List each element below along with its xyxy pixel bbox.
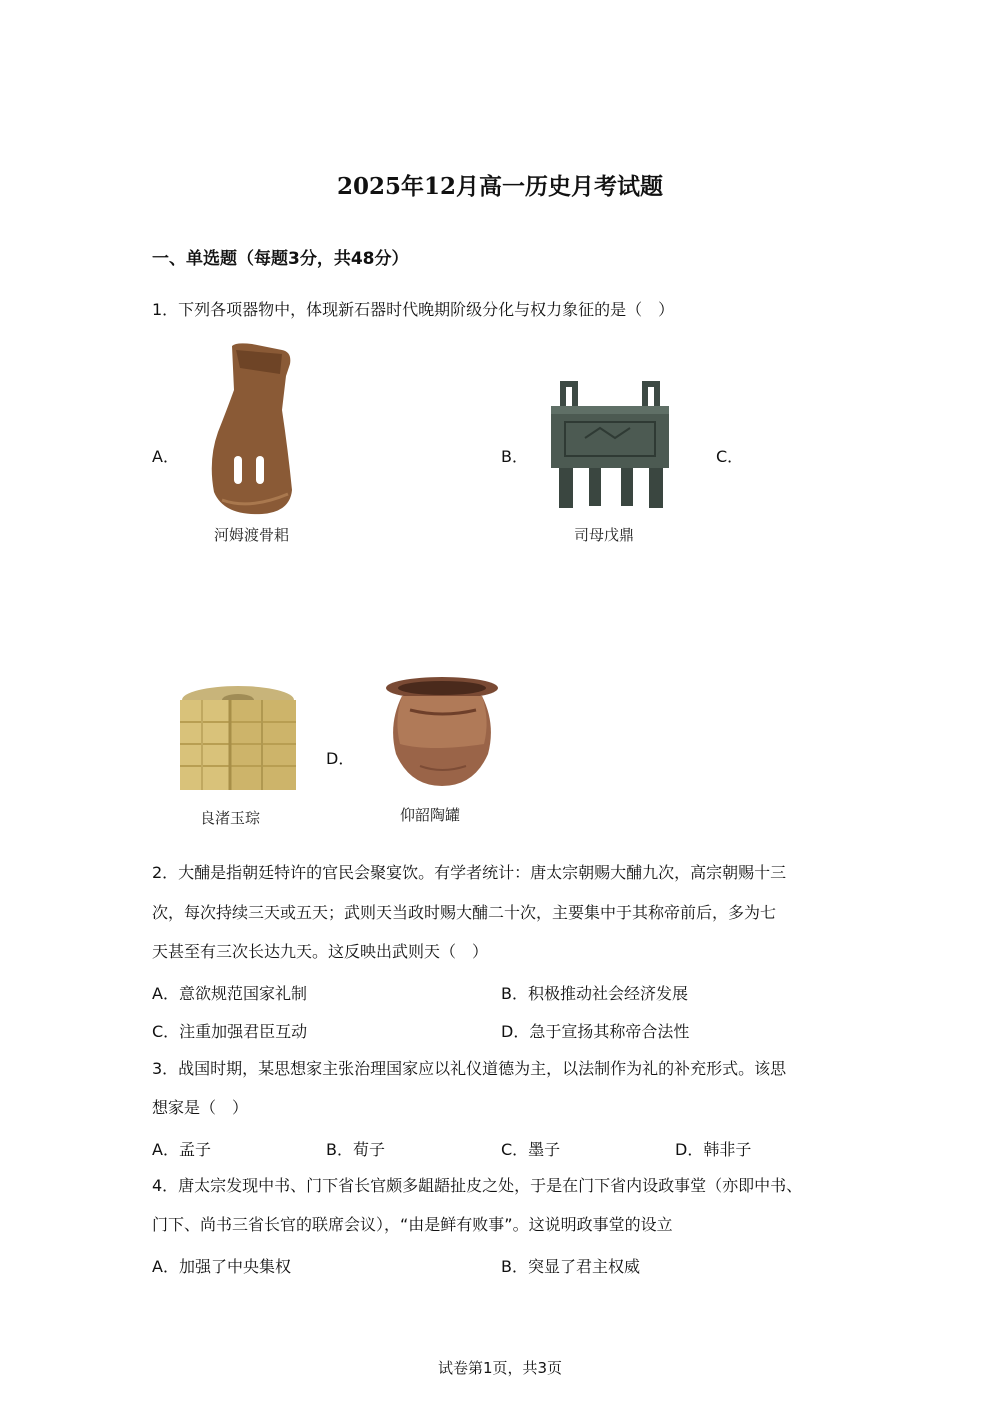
question-3-line-2: 想家是（ ） [152, 1098, 249, 1117]
question-4-line-1: 4．唐太宗发现中书、门下省长官颇多龃龉扯皮之处，于是在门下省内设政事堂（亦即中书、 [152, 1176, 803, 1195]
question-2-line-1: 2．大酺是指朝廷特许的官民会聚宴饮。有学者统计：唐太宗朝赐大酺九次，高宗朝赐十三 [152, 863, 787, 882]
q2-option-b: B．积极推动社会经济发展 [501, 984, 688, 1003]
q2-option-d: D．急于宣扬其称帝合法性 [501, 1022, 690, 1041]
q1-option-d-label: D． [326, 749, 355, 768]
q1-caption-b: 司母戊鼎 [574, 526, 635, 544]
q3-option-c: C．墨子 [501, 1140, 561, 1159]
exam-title: 2025年12月高一历史月考试题 [336, 173, 664, 200]
q3-option-a: A．孟子 [152, 1140, 211, 1159]
q2-option-c: C．注重加强君臣互动 [152, 1022, 308, 1041]
page-footer: 试卷第1页，共3页 [437, 1359, 563, 1377]
q1-caption-c: 良渚玉琮 [200, 809, 261, 827]
q1-option-c-label: C． [716, 447, 744, 466]
section-heading: 一、单选题（每题3分，共48分） [152, 249, 409, 269]
q1-option-a-label: A． [152, 447, 179, 466]
q1-option-b-image [545, 378, 675, 513]
q1-caption-a: 河姆渡骨耜 [214, 526, 290, 544]
q1-caption-d: 仰韶陶罐 [400, 806, 461, 824]
q3-option-d: D．韩非子 [675, 1140, 752, 1159]
question-4-line-2: 门下、尚书三省长官的联席会议），“由是鲜有败事”。这说明政事堂的设立 [152, 1215, 673, 1234]
q1-option-c-image [172, 680, 302, 800]
q1-option-d-image [380, 674, 505, 794]
q1-option-a-image [200, 340, 315, 520]
question-3-line-1: 3．战国时期，某思想家主张治理国家应以礼仪道德为主，以法制作为礼的补充形式。该思 [152, 1059, 787, 1078]
question-2-line-2: 次，每次持续三天或五天；武则天当政时赐大酺二十次，主要集中于其称帝前后，多为七 [152, 903, 777, 922]
question-1-stem: 1．下列各项器物中，体现新石器时代晚期阶级分化与权力象征的是（ ） [152, 300, 675, 319]
q4-option-b: B．突显了君主权威 [501, 1257, 640, 1276]
q3-option-b: B．荀子 [326, 1140, 385, 1159]
q4-option-a: A．加强了中央集权 [152, 1257, 291, 1276]
q2-option-a: A．意欲规范国家礼制 [152, 984, 307, 1003]
question-2-line-3: 天甚至有三次长达九天。这反映出武则天（ ） [152, 942, 489, 961]
q1-option-b-label: B． [501, 447, 528, 466]
